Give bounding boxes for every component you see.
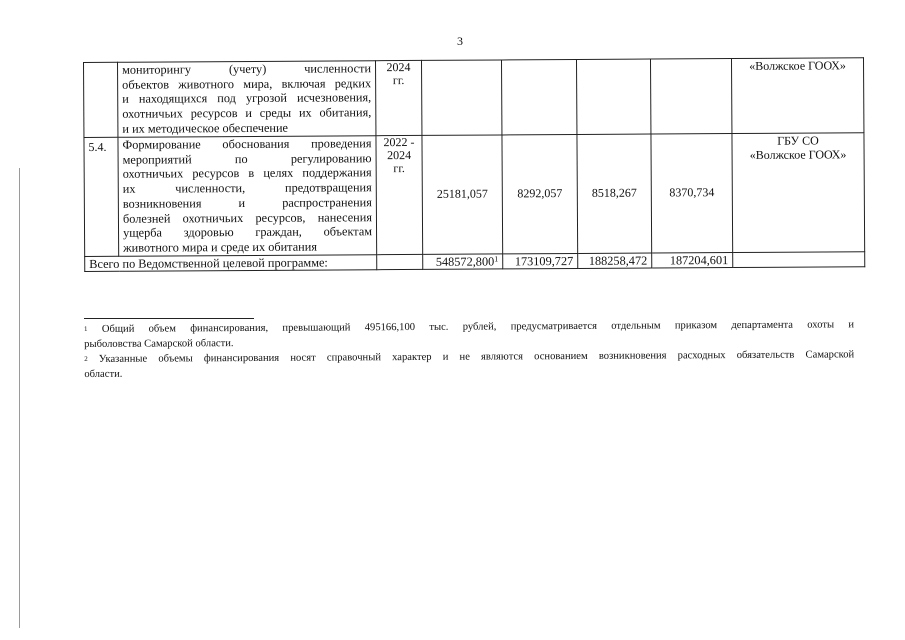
activity-name-cell	[118, 136, 377, 256]
activity-name-line: возникновения и распространения	[122, 195, 372, 211]
footnotes	[84, 317, 854, 382]
executor-line: «Волжское ГООХ»	[749, 58, 846, 73]
footnote-separator	[84, 318, 254, 319]
footnote-1-line: рыболовства Самарской области.	[84, 338, 234, 350]
total-cell: 25181,057	[422, 135, 503, 254]
scan-edge-line	[19, 168, 20, 628]
year-2023-cell: 8518,267	[577, 134, 652, 253]
footnote-2-line: области.	[84, 368, 123, 380]
activity-name-line: мероприятий по регулированию	[122, 150, 372, 167]
activity-name-line: болезней охотничьих ресурсов, нанесения	[122, 209, 372, 226]
activity-name-line: Формирование обоснования проведения	[122, 136, 372, 152]
activity-name-line: и их методическое обеспечение	[122, 120, 289, 136]
year-2022-cell: 8292,057	[502, 134, 578, 253]
page-number: 3	[457, 34, 463, 48]
program-budget-table	[83, 57, 865, 271]
row-number-cell: 5.4.	[84, 137, 119, 256]
footnote-ref: 1	[494, 254, 499, 264]
footnote-text: Указанные объемы финансирования носят справочный характер и не являются основанием возникновения расходных обязательств Самарской	[98, 349, 855, 365]
executor-cell	[732, 133, 865, 252]
year-2022-cell	[501, 59, 576, 134]
executor-line: ГБУ СО	[777, 133, 819, 148]
activity-name-line: ущерба здоровью граждан, объектам	[123, 224, 373, 240]
term-cell	[376, 135, 423, 254]
activity-name-line: охотничьих ресурсов и среды их обитания,	[122, 105, 372, 121]
total-label-cell	[85, 254, 377, 271]
grand-total-cell	[423, 254, 503, 269]
term-line: 2022 -	[383, 134, 415, 150]
grand-total-value: 548572,800	[435, 254, 495, 269]
executor-line: «Волжское ГООХ»	[749, 147, 847, 162]
term-line: гг.	[392, 73, 405, 88]
footnote-text: Общий объем финансирования, превышающий 495166,100 тыс. рублей, предусматривается отдельным приказом департамента охоты и	[101, 319, 855, 335]
executor-cell	[733, 251, 865, 267]
footnote-mark: 1	[84, 324, 88, 333]
total-label: Всего по Ведомственной целевой программе:	[89, 255, 328, 271]
activity-name-line: мониторингу (учету) численности	[122, 61, 372, 77]
year-2024-cell: 8370,734	[651, 134, 733, 253]
term-cell	[375, 60, 421, 135]
footnote-mark: 2	[84, 354, 88, 363]
term-line: 2024	[387, 147, 412, 163]
total-cell	[421, 60, 501, 135]
table-row-continued	[84, 58, 864, 138]
activity-name-line: и находящихся под угрозой исчезновения,	[122, 90, 372, 107]
year-2023-total-cell: 188258,472	[578, 253, 652, 268]
year-2024-cell	[650, 59, 731, 134]
activity-name-cell	[118, 61, 376, 138]
year-2024-total-cell: 187204,601	[652, 252, 733, 267]
term-line: гг.	[393, 161, 405, 176]
year-2022-total-cell: 173109,727	[503, 253, 578, 268]
term-cell	[377, 254, 423, 269]
year-2023-cell	[576, 59, 650, 134]
row-number-cell	[84, 62, 118, 137]
executor-cell	[731, 58, 863, 134]
activity-name-line: их численности, предотвращения	[122, 180, 372, 196]
term-line: 2024	[386, 59, 411, 75]
activity-name-line: животного мира и среде их обитания	[123, 239, 318, 255]
activity-name-line: охотничьих ресурсов в целях поддержания	[122, 165, 372, 182]
activity-name-line: объектов животного мира, включая редких	[122, 75, 372, 92]
table-row-5-4	[84, 133, 865, 256]
